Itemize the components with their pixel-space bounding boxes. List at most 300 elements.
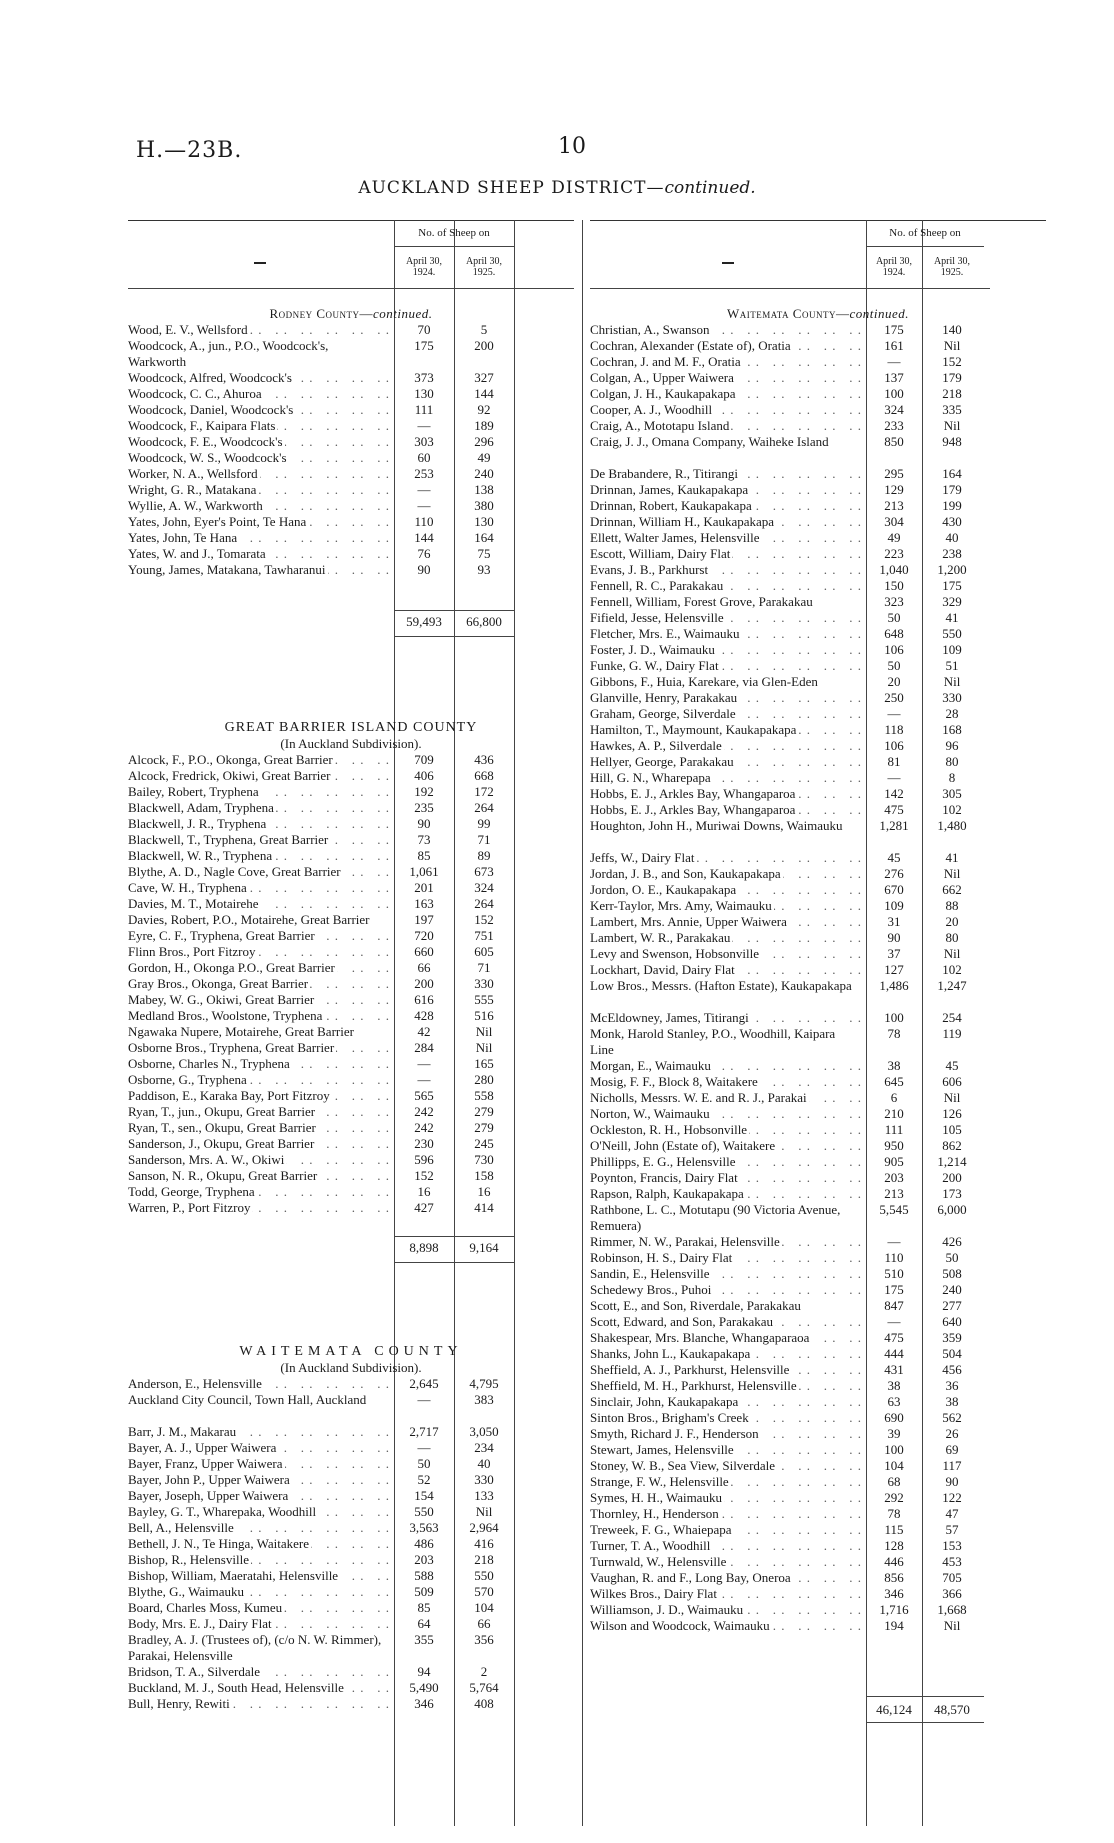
table-row: [128, 1584, 574, 1600]
header-bottom-rule: [128, 288, 574, 289]
table-row: [128, 864, 574, 880]
owner-name-text: Osborne, Charles N., Tryphena: [128, 1056, 290, 1071]
table-row: [590, 610, 1046, 626]
sheep-count-1924: 127: [884, 962, 904, 977]
sheep-count-1925: 144: [474, 386, 494, 401]
waitemata-continued-title: [590, 306, 1046, 322]
owner-name-text: Woodcock, Daniel, Woodcock's: [128, 402, 294, 417]
owner-name-text: Drinnan, William H., Kaukapakapa: [590, 514, 775, 529]
sheep-count-1925: 1,247: [937, 978, 967, 993]
sheep-count-1924: 856: [884, 1570, 904, 1585]
sheep-count-1925: 133: [474, 1488, 494, 1503]
sheep-count-1924: 475: [884, 1330, 904, 1345]
sheep-count-1924: 446: [884, 1554, 904, 1569]
owner-name-text: Barr, J. M., Makarau: [128, 1424, 237, 1439]
owner-name-text: Bridson, T. A., Silverdale: [128, 1664, 261, 1679]
sheep-count-1924: 106: [884, 642, 904, 657]
owner-name: [128, 1392, 394, 1424]
header-rule: [866, 246, 984, 247]
owner-name-text: Glanville, Henry, Parakakau: [590, 690, 738, 705]
owner-name-text: Bayley, G. T., Wharepaka, Woodhill: [128, 1504, 317, 1519]
sheep-count-1924: 588: [414, 1568, 434, 1583]
owner-name-text: Bayer, Joseph, Upper Waiwera: [128, 1488, 289, 1503]
sheep-count-1924: 233: [884, 418, 904, 433]
sheep-count-1924: 45: [887, 850, 901, 865]
owner-name: [590, 1554, 866, 1570]
table-row: [590, 466, 1046, 482]
owner-name-text: Treweek, F. G., Whaiepapa: [590, 1522, 732, 1537]
owner-name: [590, 1122, 866, 1138]
table-row: [128, 784, 574, 800]
sheep-count-1924: 905: [884, 1154, 904, 1169]
sheep-count-1924: 110: [884, 1250, 904, 1265]
owner-name: [590, 1506, 866, 1522]
table-row: [128, 1664, 574, 1680]
sheep-count-1924: 253: [414, 466, 434, 481]
owner-name-text: Vaughan, R. and F., Long Bay, Oneroa: [590, 1570, 791, 1585]
owner-name-text: Strange, F. W., Helensville: [590, 1474, 729, 1489]
sheep-count-1924: 49: [887, 530, 901, 545]
owner-name: [590, 1170, 866, 1186]
sheep-count-1925: 38: [945, 1394, 959, 1409]
owner-name-text: Fennell, William, Forest Grove, Parakakau: [590, 594, 813, 609]
table-row: [590, 1298, 1046, 1314]
sheep-count-1924: 38: [887, 1058, 901, 1073]
sheep-count-1925: 730: [474, 1152, 494, 1167]
table-row: [128, 1632, 574, 1664]
sheep-count-1924: 201: [414, 880, 434, 895]
table-row: [128, 1184, 574, 1200]
owner-name-text: Todd, George, Tryphena: [128, 1184, 255, 1199]
owner-name: [590, 434, 866, 466]
waitemata-total-1924: 46,124: [876, 1702, 912, 1717]
table-row: [590, 818, 1046, 850]
owner-name-text: Robinson, H. S., Dairy Flat: [590, 1250, 733, 1265]
table-row: [590, 1378, 1046, 1394]
sheep-count-1925: 277: [942, 1298, 962, 1313]
sheep-count-1925: 45: [945, 1058, 959, 1073]
sheep-count-1924: 175: [884, 322, 904, 337]
owner-name-text: Board, Charles Moss, Kumeu: [128, 1600, 283, 1615]
owner-name: [128, 1520, 394, 1536]
owner-name-text: Wright, G. R., Matakana: [128, 482, 257, 497]
sheep-count-1925: 296: [474, 434, 494, 449]
owner-name: [590, 1522, 866, 1538]
owner-name: [590, 1074, 866, 1090]
sheep-count-1924: 509: [414, 1584, 434, 1599]
owner-name-text: Norton, W., Waimauku: [590, 1106, 710, 1121]
sheep-count-1924: 50: [887, 610, 901, 625]
sheep-count-1924: 70: [417, 322, 431, 337]
owner-name-text: Rimmer, N. W., Parakai, Helensville: [590, 1234, 780, 1249]
owner-name-text: Eyre, C. F., Tryphena, Great Barrier: [128, 928, 315, 943]
sheep-count-header: No. of Sheep on: [889, 227, 961, 239]
sheep-count-1924: 144: [414, 530, 434, 545]
owner-name: [590, 978, 866, 1010]
table-row: [590, 322, 1046, 338]
owner-name-text: Ryan, T., jun., Okupu, Great Barrier: [128, 1104, 316, 1119]
sheep-count-1925: 189: [474, 418, 494, 433]
table-row: [590, 482, 1046, 498]
owner-name-text: Lockhart, David, Dairy Flat: [590, 962, 735, 977]
sheep-count-1924: 78: [887, 1026, 901, 1041]
owner-name: [590, 610, 866, 626]
owner-name: [590, 1106, 866, 1122]
sheep-count-1925: 105: [942, 1122, 962, 1137]
sheep-count-1925: 96: [945, 738, 959, 753]
owner-name-text: Yates, John, Te Hana: [128, 530, 238, 545]
table-row: [128, 816, 574, 832]
sheep-count-1925: 122: [942, 1490, 962, 1505]
owner-name-text: Graham, George, Silverdale: [590, 706, 736, 721]
table-row: [128, 1072, 574, 1088]
owner-name: [128, 1072, 394, 1088]
table-row: [128, 402, 574, 418]
owner-name: [590, 1490, 866, 1506]
sheep-count-1925: 356: [474, 1632, 494, 1647]
owner-name: [128, 1056, 394, 1072]
table-row: [590, 674, 1046, 690]
owner-name: [590, 882, 866, 898]
owner-name-text: Bishop, R., Helensville: [128, 1552, 249, 1567]
table-row: [128, 1440, 574, 1456]
sheep-count-1924: 406: [414, 768, 434, 783]
owner-name: [128, 1488, 394, 1504]
sheep-count-1925: 238: [942, 546, 962, 561]
owner-name-text: Mabey, W. G., Okiwi, Great Barrier: [128, 992, 315, 1007]
sheep-count-1924: 52: [417, 1472, 431, 1487]
owner-name: [590, 770, 866, 786]
sheep-count-1924: 73: [417, 832, 431, 847]
table-row: [590, 1362, 1046, 1378]
table-row: [590, 1090, 1046, 1106]
sheep-count-1925: 264: [474, 896, 494, 911]
sheep-count-1925: 280: [474, 1072, 494, 1087]
sheep-count-1924: 152: [414, 1168, 434, 1183]
sheep-count-1925: 75: [477, 546, 491, 561]
owner-name: [590, 1458, 866, 1474]
sheep-count-1924: 203: [414, 1552, 434, 1567]
owner-name: [590, 1154, 866, 1170]
table-row: [128, 1552, 574, 1568]
owner-name: [590, 1138, 866, 1154]
owner-name-text: Hamilton, T., Maymount, Kaukapakapa: [590, 722, 797, 737]
sheep-count-1924: 64: [417, 1616, 431, 1631]
owner-name: [128, 1536, 394, 1552]
sheep-count-1925: Nil: [475, 1504, 493, 1519]
owner-name: [128, 1168, 394, 1184]
owner-name-text: Alcock, F., P.O., Okonga, Great Barrier: [128, 752, 333, 767]
sheep-count-1924: 346: [414, 1696, 434, 1711]
table-row: [128, 418, 574, 434]
right-column: [590, 220, 1046, 1826]
owner-name-text: Bailey, Robert, Tryphena: [128, 784, 259, 799]
owner-name-text: Williamson, J. D., Waimauku: [590, 1602, 744, 1617]
owner-name: [128, 864, 394, 880]
owner-name: [590, 498, 866, 514]
table-row: [128, 1200, 574, 1216]
sheep-count-1924: 242: [414, 1104, 434, 1119]
sheep-count-1924: 161: [884, 338, 904, 353]
sheep-count-1925: 436: [474, 752, 494, 767]
sheep-count-1924: 223: [884, 546, 904, 561]
sheep-count-1924: 2,717: [409, 1424, 439, 1439]
sheep-count-1924: 150: [884, 578, 904, 593]
owner-name: [128, 1136, 394, 1152]
owner-name: [128, 1424, 394, 1440]
total-rule: [394, 636, 514, 637]
owner-name-text: Blythe, A. D., Nagle Cove, Great Barrier: [128, 864, 341, 879]
table-row: [590, 546, 1046, 562]
table-row: [128, 1056, 574, 1072]
owner-name: [590, 1378, 866, 1394]
owner-name-text: Osborne, G., Tryphena: [128, 1072, 247, 1087]
owner-name-text: Scott, Edward, and Son, Parakakau: [590, 1314, 774, 1329]
table-row: [128, 944, 574, 960]
sheep-count-1925: 40: [477, 1456, 491, 1471]
total-rule: [866, 1722, 984, 1723]
table-row: [128, 1616, 574, 1632]
great-barrier-total-1925: 9,164: [469, 1240, 499, 1255]
owner-name: [590, 930, 866, 946]
owner-name: [590, 898, 866, 914]
sheep-count-1924: 60: [417, 450, 431, 465]
owner-name-text: Jeffs, W., Dairy Flat: [590, 850, 695, 865]
sheep-count-1924: 295: [884, 466, 904, 481]
sheep-count-1924: 304: [884, 514, 904, 529]
table-row: [590, 1554, 1046, 1570]
table-row: [128, 976, 574, 992]
owner-name: [128, 1680, 394, 1696]
sheep-count-1924: 596: [414, 1152, 434, 1167]
table-row: [128, 1152, 574, 1168]
sheep-count-1924: 142: [884, 786, 904, 801]
sheep-count-1925: 218: [942, 386, 962, 401]
sheep-count-1925: 1,200: [937, 562, 967, 577]
owner-name-text: Hellyer, George, Parakakau: [590, 754, 734, 769]
sheep-count-1924: 104: [884, 1458, 904, 1473]
owner-name: [590, 482, 866, 498]
sheep-count-1925: 430: [942, 514, 962, 529]
table-row: [590, 722, 1046, 738]
sheep-count-1924: 6: [890, 1090, 898, 1105]
sheep-count-1924: 100: [884, 1010, 904, 1025]
table-row: [128, 322, 574, 338]
table-row: [590, 1490, 1046, 1506]
table-row: [590, 1170, 1046, 1186]
owner-name: [128, 1120, 394, 1136]
sheep-count-1925: 1,668: [937, 1602, 967, 1617]
sheep-count-1925: 550: [942, 626, 962, 641]
owner-name-text: Woodcock, F. E., Woodcock's: [128, 434, 283, 449]
sheep-count-1924: 303: [414, 434, 434, 449]
owner-name-text: Funke, G. W., Dairy Flat: [590, 658, 719, 673]
table-row: [590, 930, 1046, 946]
owner-name: [128, 768, 394, 784]
sheep-count-1924: 50: [417, 1456, 431, 1471]
sheep-count-1924: 31: [887, 914, 901, 929]
owner-name: [590, 1330, 866, 1346]
sheep-count-1925: 152: [474, 912, 494, 927]
owner-name: [590, 1010, 866, 1026]
sheep-count-1925: 330: [474, 976, 494, 991]
sheep-count-1925: 36: [945, 1378, 959, 1393]
table-row: [590, 1138, 1046, 1154]
owner-name: [590, 466, 866, 482]
owner-name: [128, 1696, 394, 1712]
owner-name-text: Woodcock, A., jun., P.O., Woodcock's, Warkworth: [128, 338, 329, 369]
sheep-count-1925: 140: [942, 322, 962, 337]
sheep-count-1925: 329: [942, 594, 962, 609]
owner-name: [128, 912, 394, 928]
owner-name-text: Craig, A., Mototapu Island: [590, 418, 730, 433]
table-row: [590, 354, 1046, 370]
sheep-count-1924: 250: [884, 690, 904, 705]
owner-name: [128, 1088, 394, 1104]
table-row: [590, 1394, 1046, 1410]
owner-name: [128, 1200, 394, 1216]
owner-name-text: Sandin, E., Helensville: [590, 1266, 710, 1281]
sheep-count-1924: 85: [417, 1600, 431, 1615]
sheep-count-1924: 90: [417, 562, 431, 577]
sheep-count-1925: 41: [945, 610, 959, 625]
sheep-count-1924: —: [887, 1314, 901, 1329]
sheep-count-1925: 366: [942, 1586, 962, 1601]
owner-name-text: Cochran, J. and M. F., Oratia: [590, 354, 741, 369]
owner-name-text: Colgan, A., Upper Waiwera: [590, 370, 734, 385]
header-dash: [254, 262, 266, 264]
owner-name: [590, 802, 866, 818]
owner-name-text: Smyth, Richard J. F., Henderson: [590, 1426, 759, 1441]
sheep-count-1924: 3,563: [409, 1520, 439, 1535]
sheep-count-1924: 76: [417, 546, 431, 561]
table-row: [128, 1680, 574, 1696]
owner-name: [128, 450, 394, 466]
waitemata-continued-section: [590, 306, 1046, 1634]
sheep-count-1925: 605: [474, 944, 494, 959]
owner-name-text: Woodcock, Alfred, Woodcock's: [128, 370, 292, 385]
sheep-count-1924: 118: [884, 722, 904, 737]
sheep-count-1925: 330: [474, 1472, 494, 1487]
owner-name: [128, 1504, 394, 1520]
sheep-count-1925: 172: [474, 784, 494, 799]
sheep-count-1924: 213: [884, 498, 904, 513]
sheep-count-1925: 179: [942, 370, 962, 385]
owner-name-text: Flinn Bros., Port Fitzroy: [128, 944, 256, 959]
owner-name-text: Davies, Robert, P.O., Motairehe, Great Barrier: [128, 912, 370, 927]
table-row: [590, 914, 1046, 930]
owner-name-text: Scott, E., and Son, Riverdale, Parakakau: [590, 1298, 801, 1313]
sheep-count-1924: 230: [414, 1136, 434, 1151]
owner-name: [128, 928, 394, 944]
owner-name-text: Osborne Bros., Tryphena, Great Barrier: [128, 1040, 335, 1055]
table-row: [128, 1104, 574, 1120]
page-title: [0, 178, 1114, 198]
table-row: [590, 898, 1046, 914]
owner-name-text: Hill, G. N., Wharepapa: [590, 770, 711, 785]
sheep-count-1925: 705: [942, 1570, 962, 1585]
owner-name: [590, 338, 866, 354]
sheep-count-1924: 431: [884, 1362, 904, 1377]
table-row: [590, 1346, 1046, 1362]
sheep-count-1925: 1,480: [937, 818, 967, 833]
sheep-count-1925: 550: [474, 1568, 494, 1583]
owner-name: [590, 370, 866, 386]
owner-name: [128, 1184, 394, 1200]
sheep-count-1925: 5,764: [469, 1680, 499, 1695]
sheep-count-1925: 673: [474, 864, 494, 879]
sheep-count-1924: 1,061: [409, 864, 439, 879]
sheep-count-1924: 486: [414, 1536, 434, 1551]
owner-name: [128, 992, 394, 1008]
sheep-count-1924: 20: [887, 674, 901, 689]
owner-name-text: Wood, E. V., Wellsford: [128, 322, 248, 337]
sheep-count-1925: 102: [942, 962, 962, 977]
owner-name-text: Shanks, John L., Kaukapakapa: [590, 1346, 751, 1361]
sheep-count-1924: 111: [414, 402, 434, 417]
owner-name-text: Bradley, A. J. (Trustees of), (c/o N. W. Rimmer), Parakai, Helensville: [128, 1632, 382, 1663]
owner-name: [590, 418, 866, 434]
sheep-count-1924: 616: [414, 992, 434, 1007]
table-row: [128, 1088, 574, 1104]
owner-name: [128, 1040, 394, 1056]
sheep-count-1925: 57: [945, 1522, 959, 1537]
owner-name: [128, 370, 394, 386]
owner-name-text: Wyllie, A. W., Warkworth: [128, 498, 263, 513]
table-row: [590, 946, 1046, 962]
sheep-count-1924: 242: [414, 1120, 434, 1135]
owner-name-text: Paddison, E., Karaka Bay, Port Fitzroy: [128, 1088, 330, 1103]
total-rule: [394, 1262, 514, 1263]
table-row: [590, 1586, 1046, 1602]
sheep-count-1924: 475: [884, 802, 904, 817]
sheep-count-1925: 508: [942, 1266, 962, 1281]
table-row: [128, 1040, 574, 1056]
table-row: [128, 1488, 574, 1504]
subtotal-rule: [394, 1236, 514, 1237]
sheep-count-1925: Nil: [943, 1090, 961, 1105]
sheep-count-1924: 111: [884, 1122, 904, 1137]
sheep-count-1924: 720: [414, 928, 434, 943]
owner-name-text: Bishop, William, Maeratahi, Helensville: [128, 1568, 339, 1583]
sheep-count-1925: 640: [942, 1314, 962, 1329]
owner-name: [128, 1024, 394, 1040]
table-row: [590, 1426, 1046, 1442]
column-rule: [582, 220, 583, 1826]
table-row: [590, 578, 1046, 594]
sheep-count-1925: 668: [474, 768, 494, 783]
sheep-count-1925: 5: [480, 322, 488, 337]
owner-name: [590, 946, 866, 962]
owner-name: [128, 418, 394, 434]
owner-name: [590, 402, 866, 418]
sheep-count-1924: 5,545: [879, 1202, 909, 1217]
owner-name-text: Gibbons, F., Huia, Karekare, via Glen-Eden: [590, 674, 818, 689]
owner-name-text: Cooper, A. J., Woodhill: [590, 402, 713, 417]
owner-name: [128, 880, 394, 896]
owner-name-text: Kerr-Taylor, Mrs. Amy, Waimauku: [590, 898, 772, 913]
sheep-count-1924: 154: [414, 1488, 434, 1503]
sheep-count-1924: 63: [887, 1394, 901, 1409]
sheep-count-1925: 662: [942, 882, 962, 897]
owner-name-text: Drinnan, Robert, Kaukapakapa: [590, 498, 752, 513]
table-row: [590, 738, 1046, 754]
sheep-count-1924: 847: [884, 1298, 904, 1313]
owner-name: [590, 962, 866, 978]
sheep-count-1925: 130: [474, 514, 494, 529]
owner-name: [590, 322, 866, 338]
table-row: [590, 786, 1046, 802]
